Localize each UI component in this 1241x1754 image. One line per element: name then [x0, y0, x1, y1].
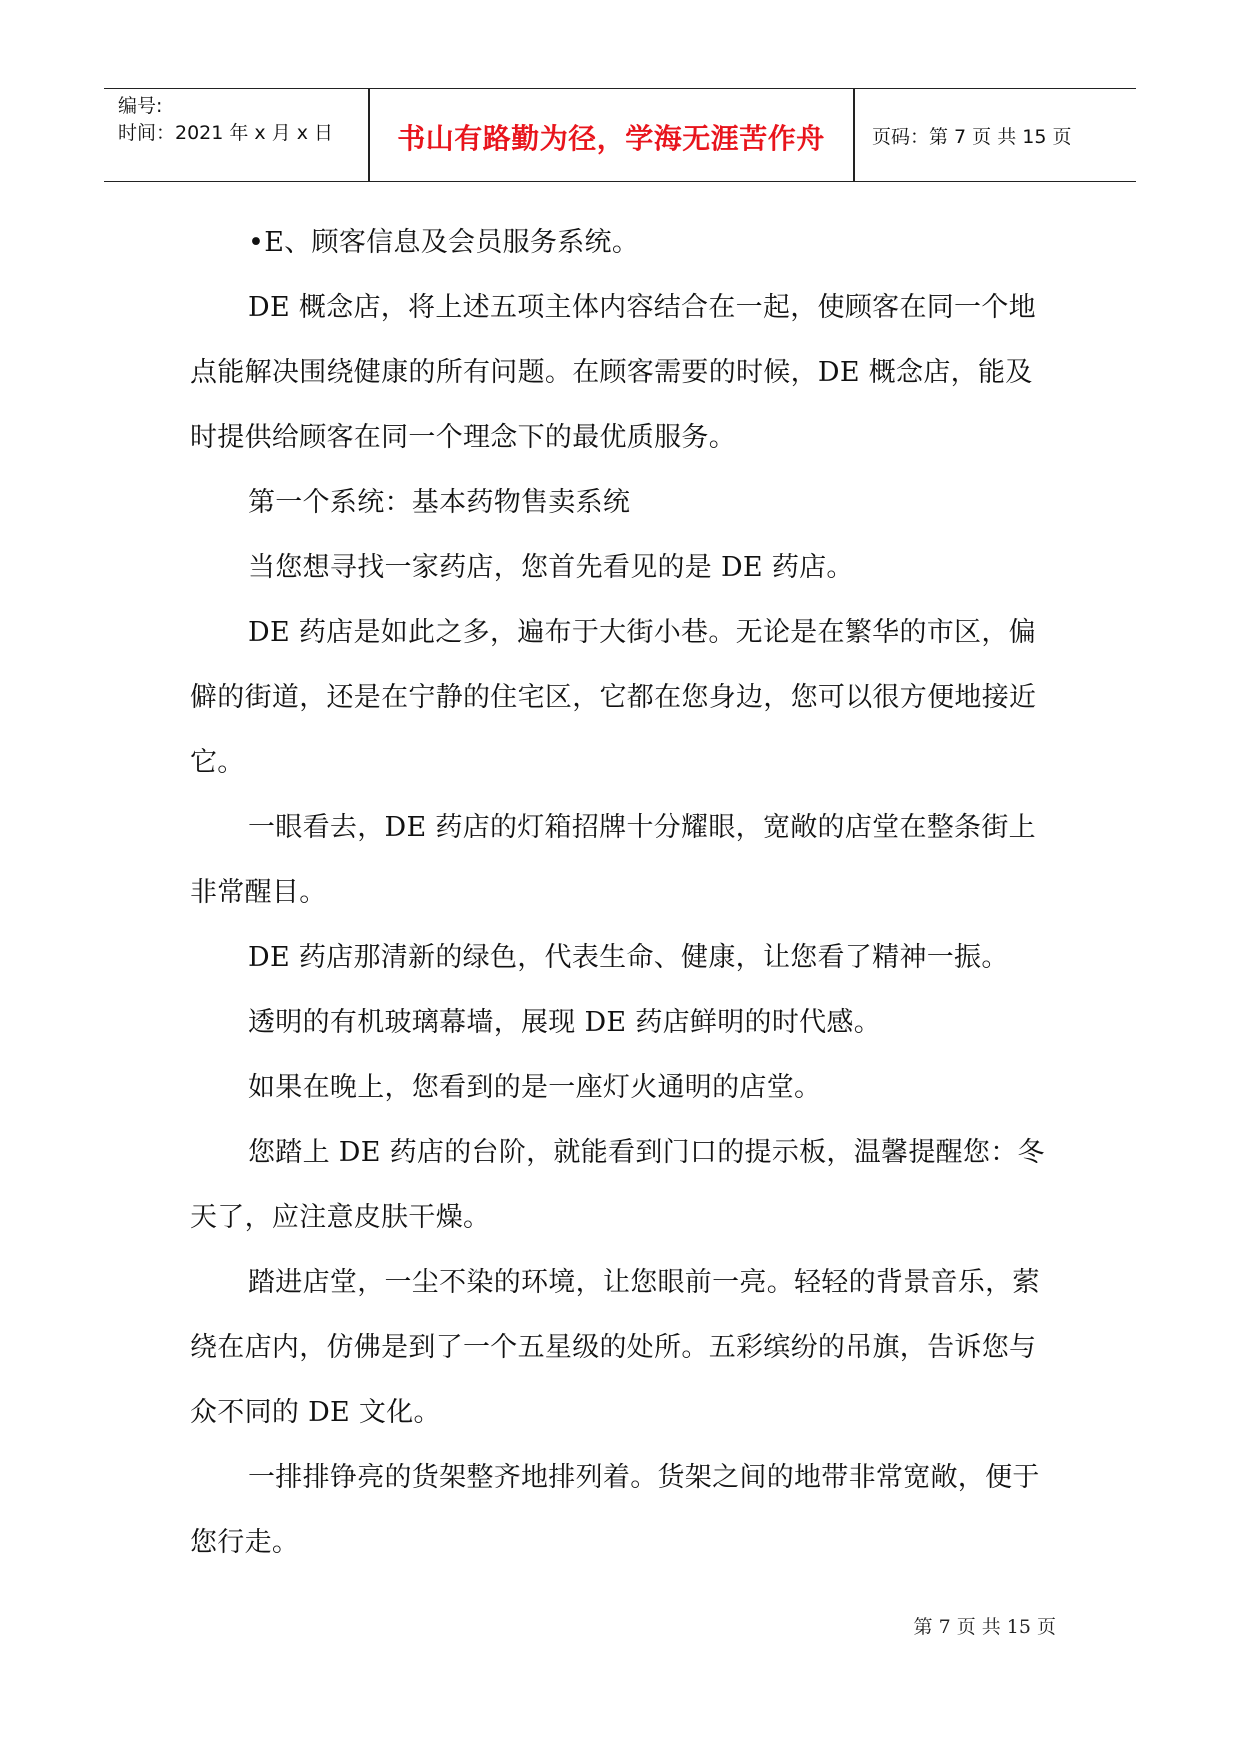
header-motto: 书山有路勤为径，学海无涯苦作舟	[397, 122, 825, 155]
page-footer: 第 7 页 共 15 页	[913, 1616, 1056, 1638]
number-label: 编号:	[118, 95, 163, 117]
paragraph: •E、顾客信息及会员服务系统。	[248, 227, 640, 258]
paragraph: 透明的有机玻璃幕墙，展现 DE 药店鲜明的时代感。	[248, 1007, 882, 1038]
header-page-info: 页码：第 7 页 共 15 页	[872, 126, 1072, 148]
paragraph: 踏进店堂，一尘不染的环境，让您眼前一亮。轻轻的背景音乐，萦绕在店内，仿佛是到了一个五星级的处所。五彩缤纷的吊旗，告诉您与众不同的 DE 文化。	[190, 1267, 1040, 1428]
paragraph: 一排排铮亮的货架整齐地排列着。货架之间的地带非常宽敞，便于您行走。	[190, 1462, 1040, 1558]
paragraph: DE 药店那清新的绿色，代表生命、健康，让您看了精神一振。	[248, 942, 1009, 973]
header-divider-right	[853, 89, 855, 181]
header-meta	[118, 93, 333, 147]
paragraph: DE 药店是如此之多，遍布于大街小巷。无论是在繁华的市区，偏僻的街道，还是在宁静的住宅区，它都在您身边，您可以很方便地接近它。	[190, 617, 1037, 778]
paragraph: 如果在晚上，您看到的是一座灯火通明的店堂。	[248, 1072, 822, 1103]
document-body	[190, 210, 1056, 1575]
paragraph: 第一个系统：基本药物售卖系统	[248, 487, 631, 518]
paragraph: 当您想寻找一家药店，您首先看见的是 DE 药店。	[248, 552, 854, 583]
paragraph: 一眼看去，DE 药店的灯箱招牌十分耀眼，宽敞的店堂在整条街上非常醒目。	[190, 812, 1036, 908]
date-label: 时间：2021 年 x 月 x 日	[118, 122, 334, 144]
page-header	[104, 88, 1136, 182]
paragraph: 您踏上 DE 药店的台阶，就能看到门口的提示板，温馨提醒您：冬天了，应注意皮肤干燥。	[190, 1137, 1045, 1233]
paragraph: DE 概念店，将上述五项主体内容结合在一起，使顾客在同一个地点能解决围绕健康的所有问题。在顾客需要的时候，DE 概念店，能及时提供给顾客在同一个理念下的最优质服务。	[190, 292, 1036, 453]
